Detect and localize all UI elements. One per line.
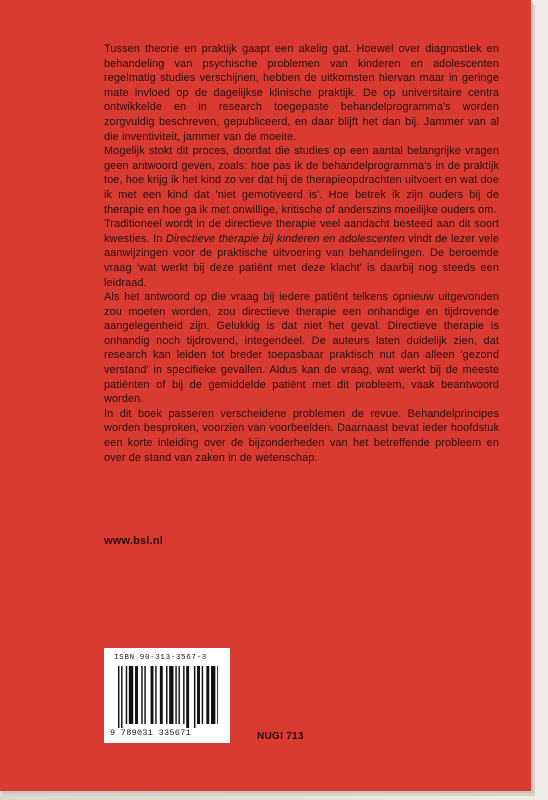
blurb-text (104, 42, 499, 465)
barcode-bar (135, 666, 138, 724)
barcode-bar (183, 666, 184, 724)
barcode-bar (144, 666, 145, 724)
barcode-bar (169, 666, 173, 724)
publisher-website: www.bsl.nl (104, 535, 164, 547)
barcode-bar (141, 666, 142, 724)
blurb-paragraph-3 (104, 217, 499, 290)
blurb-paragraph-3-post: vindt de lezer vele aanwijzingen voor de praktische uitvoering van behandelingen. De beroemde vraag 'wat werkt bij deze patiënt met deze klacht' is daarbij nog steeds een leidraad. (104, 232, 499, 289)
isbn-text: ISBN 90-313-3567-3 (114, 654, 207, 662)
blurb-paragraph-1: Tussen theorie en praktijk gaapt een akelig gat. Hoewel over diagnostiek en behandeling van psychische problemen van kinderen en adolescenten regelmatig studies verschijnen, hebben de uitkomsten hiervan maar in geringe mate invloed op de dagelijkse klinische praktijk. De op universitaire centra ontwikkelde en in research toegepaste behandelprogramma's worden zorgvuldig beschreven, gepubliceerd, en daar blijft het dan bij. Jammer van al die inventiviteit, jammer van de moeite. (104, 43, 499, 143)
barcode-bar (129, 666, 133, 724)
barcode-icon (118, 666, 218, 728)
barcode-bar (175, 666, 176, 724)
barcode-bar (166, 666, 167, 724)
barcode-bar (211, 666, 215, 724)
barcode-bar (197, 666, 200, 724)
blurb-paragraph-4: Als het antwoord op die vraag bij iedere patiënt telkens opnieuw uitgevonden zou moeten worden, zou directieve therapie een onhandige en tijdrovende aangelegenheid zijn. Gelukkig is dat niet het geval. Directieve therapie is onhandig noch tijdrovend, integendeel. De auteurs laten duidelijk zien, dat research kan leiden tot breder toepasbaar praktisch nut dan alleen 'gezond verstand' in specifieke gevallen. Aldus kan de vraag, wat werkt bij de meeste patiënten of bij de gemiddelde patiënt met dit probleem, vaak beantwoord worden. (104, 291, 499, 406)
barcode-bar (186, 666, 189, 728)
barcode-bar (121, 666, 122, 728)
barcode-bar (202, 666, 203, 724)
barcode-label (104, 648, 230, 743)
barcode-bar (194, 666, 195, 728)
nugi-code: NUGI 713 (257, 731, 304, 742)
blurb-paragraph-2: Mogelijk stokt dit proces, doordat die studies op een aantal belangrijke vragen geen antwoord geven, zoals: hoe pas ik de behandelprogramma's in de praktijk toe, hoe krijg ik het kind zo ver dat hij de therapieopdrachten uitvoert en wat doe ik met een kind dat 'niet gemotiveerd is'. Hoe betrek ik zijn ouders bij de therapie en hoe ga ik met onwillige, kritische of anderszins moeilijke ouders om. (104, 145, 499, 216)
barcode-bar (206, 666, 209, 724)
barcode-bar (217, 666, 218, 724)
blurb-paragraph-5: In dit boek passeren verscheidene problemen de revue. Behandelprincipes worden besproken, voorzien van voorbeelden. Daarnaast bevat ieder hoofdstuk een korte inleiding over de bijzonderheden van het betreffende probleem en over de stand van zaken in de wetenschap. (104, 407, 499, 464)
barcode-bar (151, 666, 154, 724)
book-title-inline: Directieve therapie bij kinderen en adolescenten (165, 232, 405, 245)
ean-digits: 9 789031 335671 (110, 728, 192, 738)
barcode-bar (126, 666, 127, 724)
barcode-bar (118, 666, 119, 728)
blurb-paragraph-3-pre: Traditioneel wordt in de directieve therapie veel aandacht besteed aan dit soort kwesties. In (104, 218, 499, 245)
barcode-bar (178, 666, 179, 724)
barcode-bar (160, 666, 163, 724)
barcode-bar (155, 666, 156, 724)
